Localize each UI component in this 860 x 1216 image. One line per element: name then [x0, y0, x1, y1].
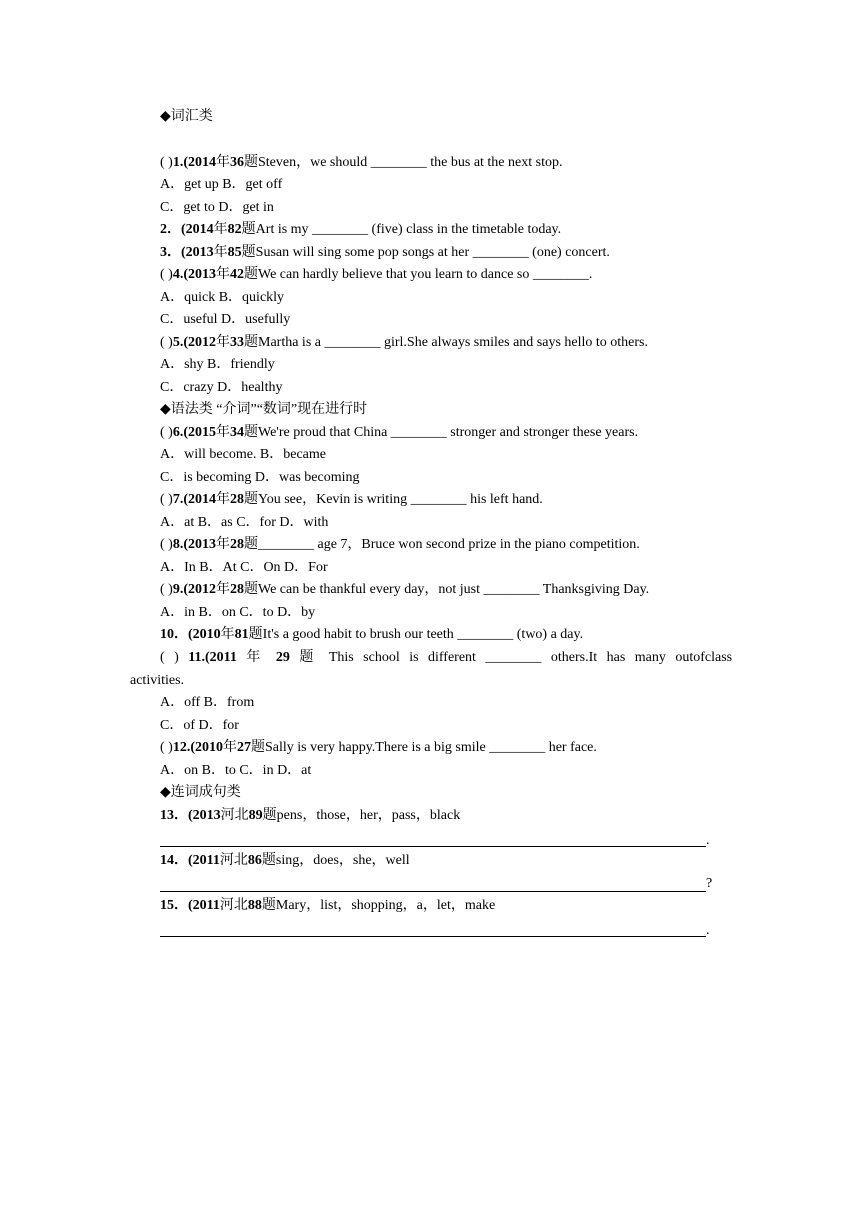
- question-11-options-ab: A．off B．from: [160, 695, 255, 710]
- question-1: ( )1.(2014年36题Steven，we should ________ the bus at the next stop.: [160, 155, 563, 170]
- answer-line-13-end: .: [706, 833, 710, 848]
- question-5-options-cd: C．crazy D．healthy: [160, 380, 283, 395]
- question-12: ( )12.(2010年27题Sally is very happy.There is a big smile ________ her face.: [160, 740, 597, 755]
- question-5: ( )5.(2012年33题Martha is a ________ girl.She always smiles and says hello to others.: [160, 335, 648, 350]
- answer-line-14-end: ?: [706, 876, 713, 891]
- question-12-options: A．on B．to C．in D．at: [160, 763, 312, 778]
- question-14: 14．(2011河北86题sing，does，she，well: [160, 853, 410, 868]
- question-10: 10．(2010年81题It's a good habit to brush our teeth ________ (two) a day.: [160, 627, 584, 642]
- question-9: ( )9.(2012年28题We can be thankful every day，not just ________ Thanksgiving Day.: [160, 582, 650, 597]
- question-8-options: A．In B．At C．On D．For: [160, 560, 328, 575]
- question-13: 13．(2013河北89题pens，those，her，pass，black: [160, 808, 461, 823]
- question-9-options: A．in B．on C．to D．by: [160, 605, 316, 620]
- question-6-options-cd: C．is becoming D．was becoming: [160, 470, 360, 485]
- question-6-options-ab: A．will become. B．became: [160, 447, 327, 462]
- answer-paren[interactable]: ( ): [160, 267, 173, 282]
- question-4: ( )4.(2013年42题We can hardly believe that you learn to dance so ________.: [160, 267, 593, 282]
- question-11: ( ) 11.(2011 年 29 题 This school is different ________ others.It has many outofclass: [160, 650, 733, 665]
- question-15: 15．(2011河北88题Mary，list，shopping，a，let，make: [160, 898, 496, 913]
- question-3: 3．(2013年85题Susan will sing some pop songs at her ________ (one) concert.: [160, 245, 610, 260]
- question-1-options-cd: C．get to D．get in: [160, 200, 274, 215]
- section-heading-vocab: ◆词汇类: [160, 109, 213, 124]
- question-1-options-ab: A．get up B．get off: [160, 177, 283, 192]
- answer-paren[interactable]: ( ): [160, 537, 173, 552]
- answer-paren[interactable]: ( ): [160, 335, 173, 350]
- answer-line-14[interactable]: [160, 891, 706, 892]
- section-heading-ordering: ◆连词成句类: [160, 785, 241, 800]
- question-6: ( )6.(2015年34题We're proud that China ________ stronger and stronger these years.: [160, 425, 639, 440]
- question-4-options-cd: C．useful D．usefully: [160, 312, 291, 327]
- question-7-options: A．at B．as C．for D．with: [160, 515, 329, 530]
- question-2: 2．(2014年82题Art is my ________ (five) class in the timetable today.: [160, 222, 562, 237]
- answer-paren[interactable]: ( ): [160, 155, 173, 170]
- answer-paren[interactable]: ( ): [160, 650, 179, 665]
- question-5-options-ab: A．shy B．friendly: [160, 357, 275, 372]
- answer-paren[interactable]: ( ): [160, 582, 173, 597]
- answer-paren[interactable]: ( ): [160, 740, 173, 755]
- question-11-continuation: activities.: [130, 673, 185, 688]
- answer-line-15-end: .: [706, 923, 710, 938]
- answer-line-15[interactable]: [160, 936, 706, 937]
- answer-paren[interactable]: ( ): [160, 425, 173, 440]
- section-heading-grammar: ◆语法类 “介词”“数词”现在进行时: [160, 402, 368, 417]
- answer-line-13[interactable]: [160, 846, 706, 847]
- question-4-options-ab: A．quick B．quickly: [160, 290, 285, 305]
- question-8: ( )8.(2013年28题________ age 7，Bruce won second prize in the piano competition.: [160, 537, 640, 552]
- question-11-options-cd: C．of D．for: [160, 718, 239, 733]
- answer-paren[interactable]: ( ): [160, 492, 173, 507]
- question-7: ( )7.(2014年28题You see，Kevin is writing ________ his left hand.: [160, 492, 543, 507]
